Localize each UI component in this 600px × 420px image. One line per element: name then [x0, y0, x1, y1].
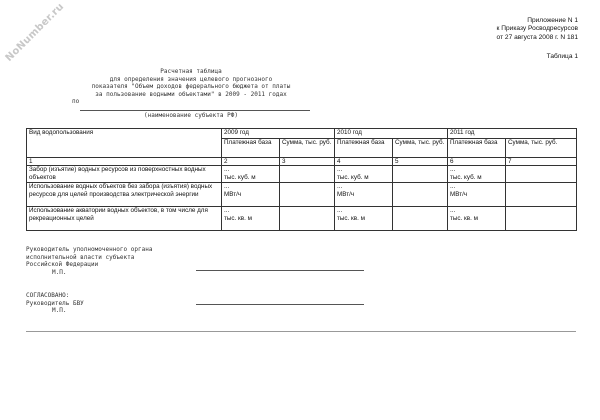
stamp-placeholder: М.П. [52, 268, 67, 276]
sum-cell [280, 183, 335, 207]
sum-cell [393, 183, 448, 207]
base-cell [448, 183, 506, 207]
table-header-row [27, 129, 577, 139]
base-cell [448, 207, 506, 231]
cell-unit: МВт/ч [450, 190, 468, 198]
cell-dots: ... [337, 207, 343, 215]
sum-cell [506, 183, 577, 207]
header-year-2011: 2011 год [448, 129, 577, 139]
appendix-line-3: от 27 августа 2008 г. N 181 [496, 33, 578, 41]
cell-dots: ... [337, 166, 343, 174]
signature-line-2: исполнительной власти субъекта [26, 253, 135, 261]
base-cell [222, 207, 280, 231]
subheader-sum: Сумма, тыс. руб. [506, 139, 577, 158]
calc-title-line-5: по [72, 98, 80, 106]
signature-line-1: Руководитель уполномоченного органа [26, 246, 153, 253]
stamp-placeholder: М.П. [52, 307, 67, 315]
header-kind: Вид водопользования [27, 129, 222, 158]
subject-label: (наименование субъекта РФ) [144, 112, 238, 119]
cell-unit: тыс. куб. м [337, 173, 369, 181]
table-row [27, 207, 577, 231]
sum-cell [280, 166, 335, 183]
subject-fill-line [80, 110, 310, 111]
subheader-base: Платежная база [222, 139, 280, 158]
subheader-sum: Сумма, тыс. руб. [280, 139, 335, 158]
agreed-block [26, 292, 84, 315]
appendix-line-1: Приложение N 1 [527, 17, 578, 24]
column-number: 4 [335, 158, 393, 166]
cell-unit: тыс. кв. м [450, 214, 478, 222]
cell-dots: ... [337, 183, 343, 191]
sum-cell [506, 166, 577, 183]
cell-dots: ... [224, 183, 230, 191]
column-number-row [27, 158, 577, 166]
row-label: Забор (изъятие) водных ресурсов из поверхностных водных объектов [27, 166, 222, 183]
base-cell [335, 207, 393, 231]
row-label: Использование акватории водных объектов, в том числе для рекреационных целей [27, 207, 222, 231]
column-number: 6 [448, 158, 506, 166]
sum-cell [393, 166, 448, 183]
calc-title-line-4: за пользование водными объектами" в 2009 - 2011 годах [95, 90, 287, 98]
cell-unit: МВт/ч [224, 190, 242, 198]
column-number: 2 [222, 158, 280, 166]
sum-cell [393, 207, 448, 231]
cell-unit: тыс. кв. м [337, 214, 365, 222]
agreed-line-1: СОГЛАСОВАНО: [26, 292, 70, 299]
base-cell [335, 183, 393, 207]
table-label: Таблица 1 [546, 53, 578, 60]
column-number: 3 [280, 158, 335, 166]
base-cell [222, 166, 280, 183]
cell-dots: ... [224, 166, 230, 174]
calc-title-line-1: Расчетная таблица [160, 68, 222, 75]
cell-unit: МВт/ч [337, 190, 355, 198]
base-cell [222, 183, 280, 207]
cell-unit: тыс. куб. м [450, 173, 482, 181]
sum-cell [506, 207, 577, 231]
calc-title-line-3: показателя "Объем доходов федерального бюджета от платы [91, 83, 291, 91]
appendix-line-2: к Приказу Росводресурсов [496, 25, 578, 33]
column-number: 7 [506, 158, 577, 166]
cell-dots: ... [224, 207, 230, 215]
calc-title-line-2: для определения значения целевого прогнозного [109, 75, 273, 83]
header-year-2009: 2009 год [222, 129, 335, 139]
base-cell [335, 166, 393, 183]
subheader-base: Платежная база [448, 139, 506, 158]
signature-line-3: Российской Федерации [26, 261, 99, 269]
subheader-sum: Сумма, тыс. руб. [393, 139, 448, 158]
watermark: NoNumber.ru [3, 1, 67, 64]
signature-block [26, 246, 152, 276]
calc-title [72, 68, 310, 106]
table-row [27, 166, 577, 183]
bottom-rule [26, 331, 576, 332]
cell-dots: ... [450, 183, 456, 191]
agreed-fill-line [196, 304, 364, 305]
cell-unit: тыс. куб. м [224, 173, 256, 181]
base-cell [448, 166, 506, 183]
column-number: 5 [393, 158, 448, 166]
sum-cell [280, 207, 335, 231]
signature-fill-line [196, 270, 364, 271]
header-year-2010: 2010 год [335, 129, 448, 139]
cell-dots: ... [450, 207, 456, 215]
subheader-base: Платежная база [335, 139, 393, 158]
table-row [27, 183, 577, 207]
appendix-block [497, 17, 578, 42]
cell-dots: ... [450, 166, 456, 174]
row-label: Использование водных объектов без забора (изъятия) водных ресурсов для целей производства электрической энергии [27, 183, 222, 207]
agreed-line-2: Руководитель БВУ [26, 299, 84, 307]
column-number: 1 [27, 158, 222, 166]
cell-unit: тыс. кв. м [224, 214, 252, 222]
calculation-table [26, 128, 577, 231]
